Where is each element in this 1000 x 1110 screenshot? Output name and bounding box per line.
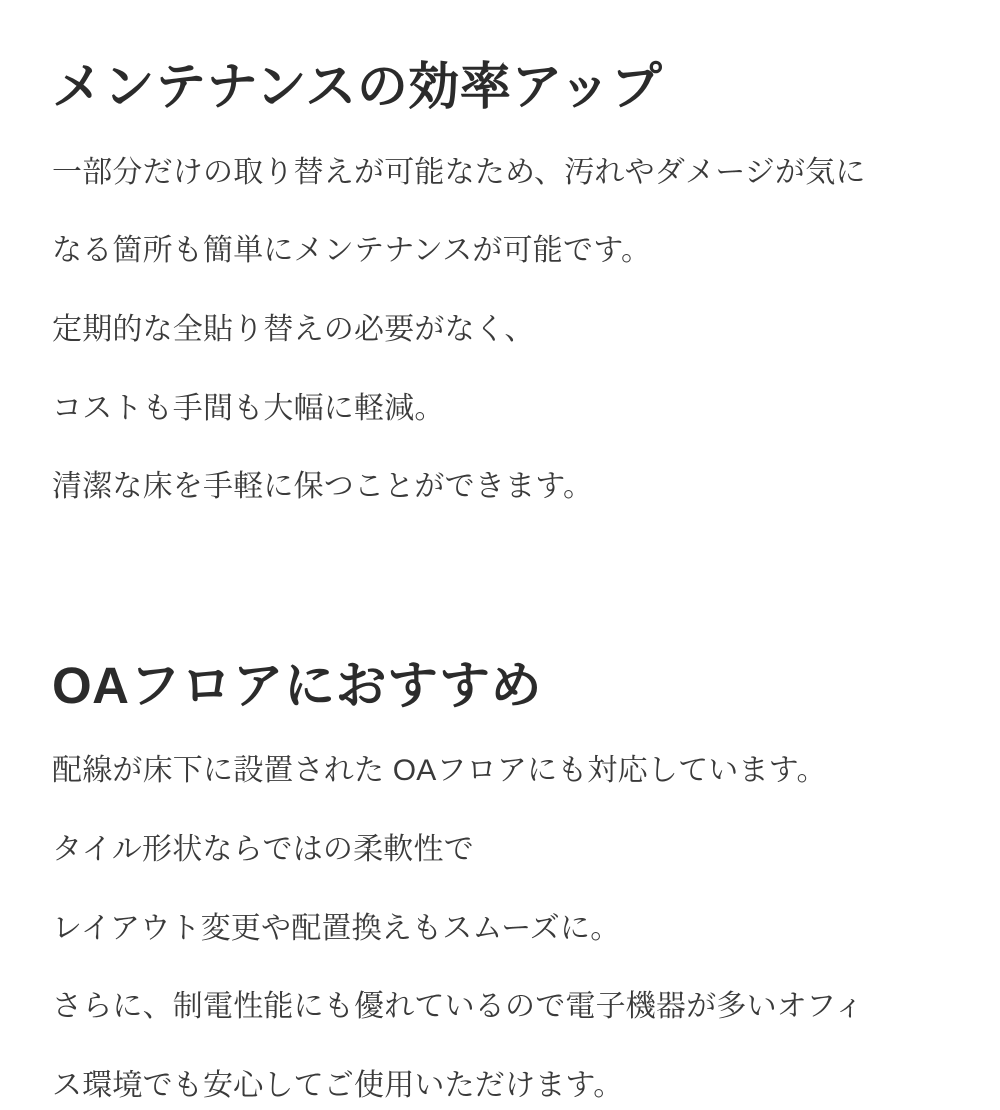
body-line: 清潔な床を手軽に保つことができます。 [52, 470, 594, 504]
body-line: なる箇所も簡単にメンテナンスが可能です。 [52, 234, 652, 268]
body-line: 配線が床下に設置された OAフロアにも対応しています。 [52, 754, 827, 788]
body-line: ス環境でも安心してご使用いただけます。 [52, 1068, 624, 1102]
section-oa-floor-recommendation [52, 654, 948, 1110]
section-body-oa-floor [52, 747, 948, 1110]
section-heading-maintenance: メンテナンスの効率アップ [52, 58, 663, 115]
body-line: さらに、制電性能にも優れているので電子機器が多いオフィ [52, 990, 865, 1024]
body-line: 一部分だけの取り替えが可能なため、汚れやダメージが気に [52, 155, 866, 189]
section-maintenance-efficiency [52, 55, 948, 512]
body-line: タイル形状ならではの柔軟性で [52, 833, 474, 867]
section-spacer [52, 542, 948, 654]
body-line: コストも手間も大幅に軽減。 [52, 391, 445, 425]
body-line: 定期的な全貼り替えの必要がなく、 [52, 312, 535, 346]
section-body-maintenance [52, 149, 948, 512]
section-heading-oa-floor: OAフロアにおすすめ [52, 656, 543, 714]
body-line: レイアウト変更や配置換えもスムーズに。 [52, 911, 621, 945]
